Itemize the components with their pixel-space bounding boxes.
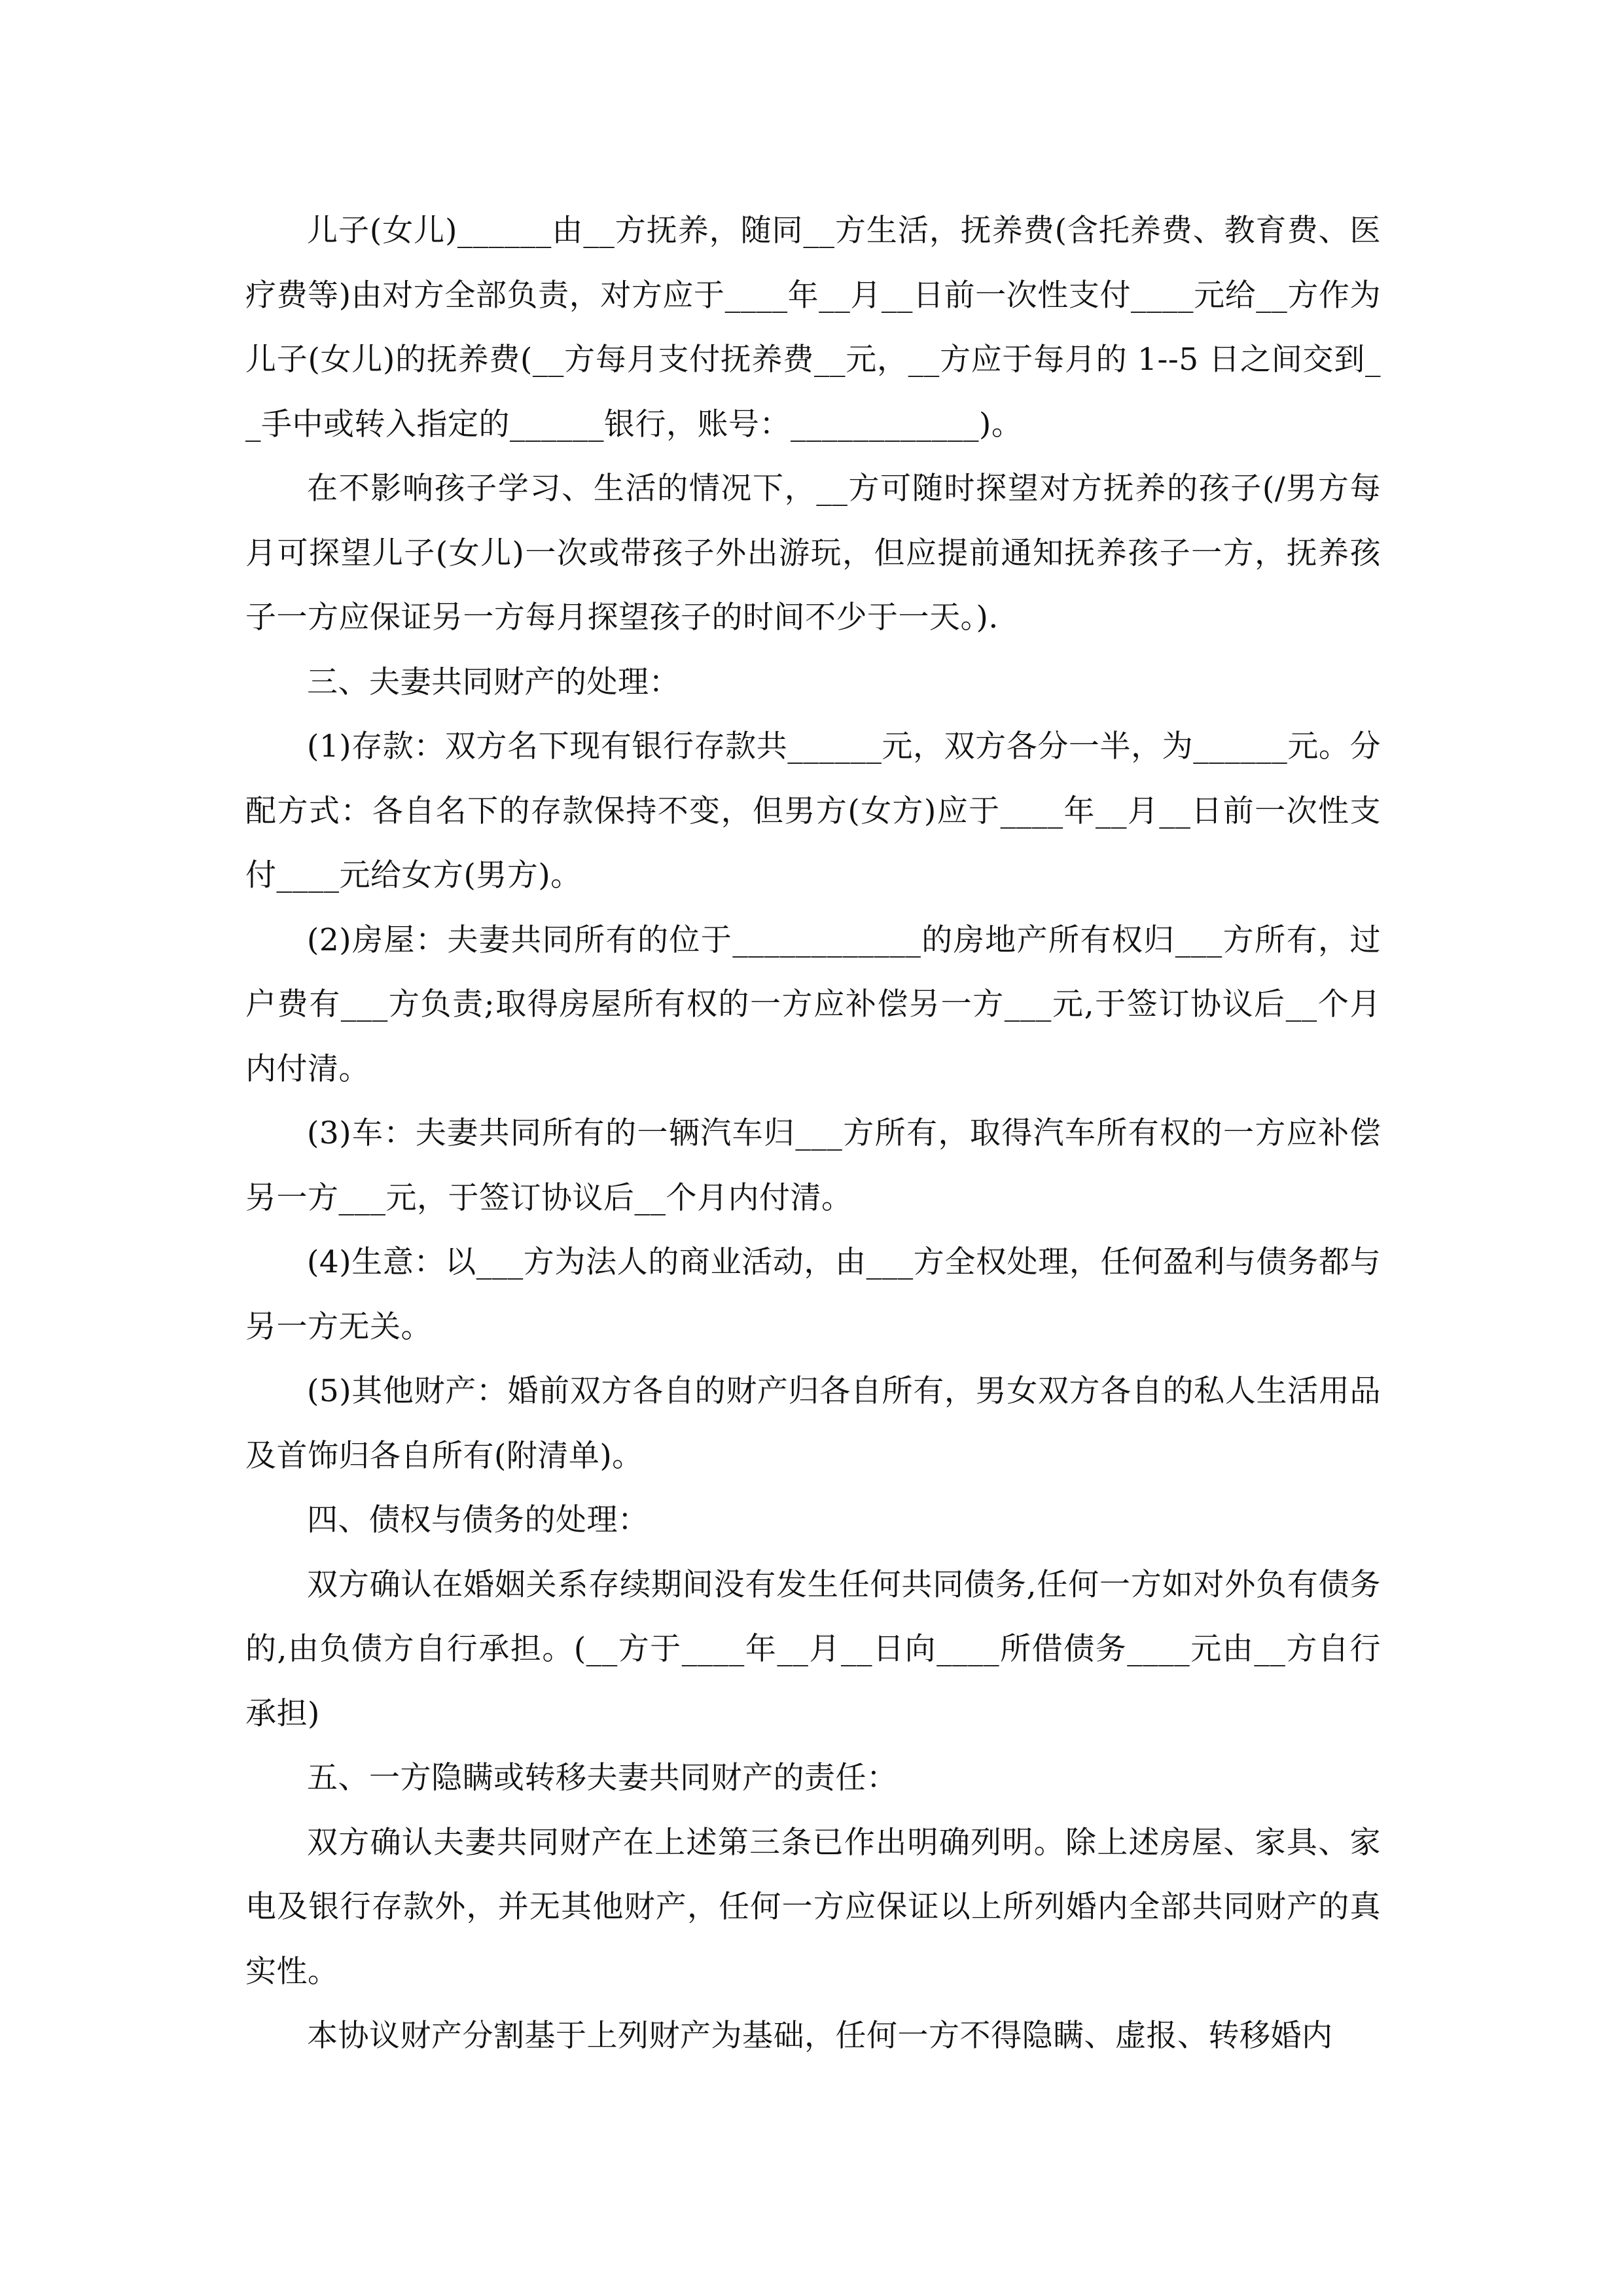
paragraph-child-custody-support: 儿子(女儿)______由__方抚养，随同__方生活，抚养费(含托养费、教育费、医疗费等)由对方全部负责，对方应于____年__月__日前一次性支付____元给__方作为儿子(女儿)的抚养费(__方每月支付抚养费__元，__方应于每月的 1--5 日之间交到__手中或转入指定的______银行，账号：____________)。 <box>245 213 1381 442</box>
paragraph-debts: 双方确认在婚姻关系存续期间没有发生任何共同债务,任何一方如对外负有债务的,由负债方自行承担。(__方于____年__月__日向____所借债务____元由__方自行承担) <box>245 1566 1381 1732</box>
paragraph-property-confirmation: 双方确认夫妻共同财产在上述第三条已作出明确列明。除上述房屋、家具、家电及银行存款外，并无其他财产，任何一方应保证以上所列婚内全部共同财产的真实性。 <box>245 1824 1381 1990</box>
paragraph-property-division-basis: 本协议财产分割基于上列财产为基础，任何一方不得隐瞒、虚报、转移婚内 <box>307 2018 1333 2054</box>
paragraph-visitation: 在不影响孩子学习、生活的情况下，__方可随时探望对方抚养的孩子(/男方每月可探望儿子(女儿)一次或带孩子外出游玩，但应提前通知抚养孩子一方，抚养孩子一方应保证另一方每月探望孩子的时间不少于一天。). <box>245 471 1381 636</box>
paragraph-other-property: (5)其他财产：婚前双方各自的财产归各自所有，男女双方各自的私人生活用品及首饰归各自所有(附清单)。 <box>245 1373 1381 1474</box>
document-body <box>245 199 1381 2069</box>
paragraph-house: (2)房屋：夫妻共同所有的位于____________的房地产所有权归___方所有，过户费有___方负责;取得房屋所有权的一方应补偿另一方___元,于签订协议后__个月内付清。 <box>245 922 1381 1087</box>
section-heading-debts: 四、债权与债务的处理： <box>307 1502 649 1538</box>
section-heading-joint-property: 三、夫妻共同财产的处理： <box>307 664 680 700</box>
paragraph-car: (3)车：夫妻共同所有的一辆汽车归___方所有，取得汽车所有权的一方应补偿另一方___元，于签订协议后__个月内付清。 <box>245 1115 1381 1216</box>
paragraph-business: (4)生意：以___方为法人的商业活动，由___方全权处理，任何盈利与债务都与另一方无关。 <box>245 1244 1381 1345</box>
paragraph-deposits: (1)存款：双方名下现有银行存款共______元，双方各分一半，为______元。分配方式：各自名下的存款保持不变，但男方(女方)应于____年__月__日前一次性支付____元给女方(男方)。 <box>245 728 1381 893</box>
section-heading-concealment: 五、一方隐瞒或转移夫妻共同财产的责任： <box>307 1760 898 1796</box>
